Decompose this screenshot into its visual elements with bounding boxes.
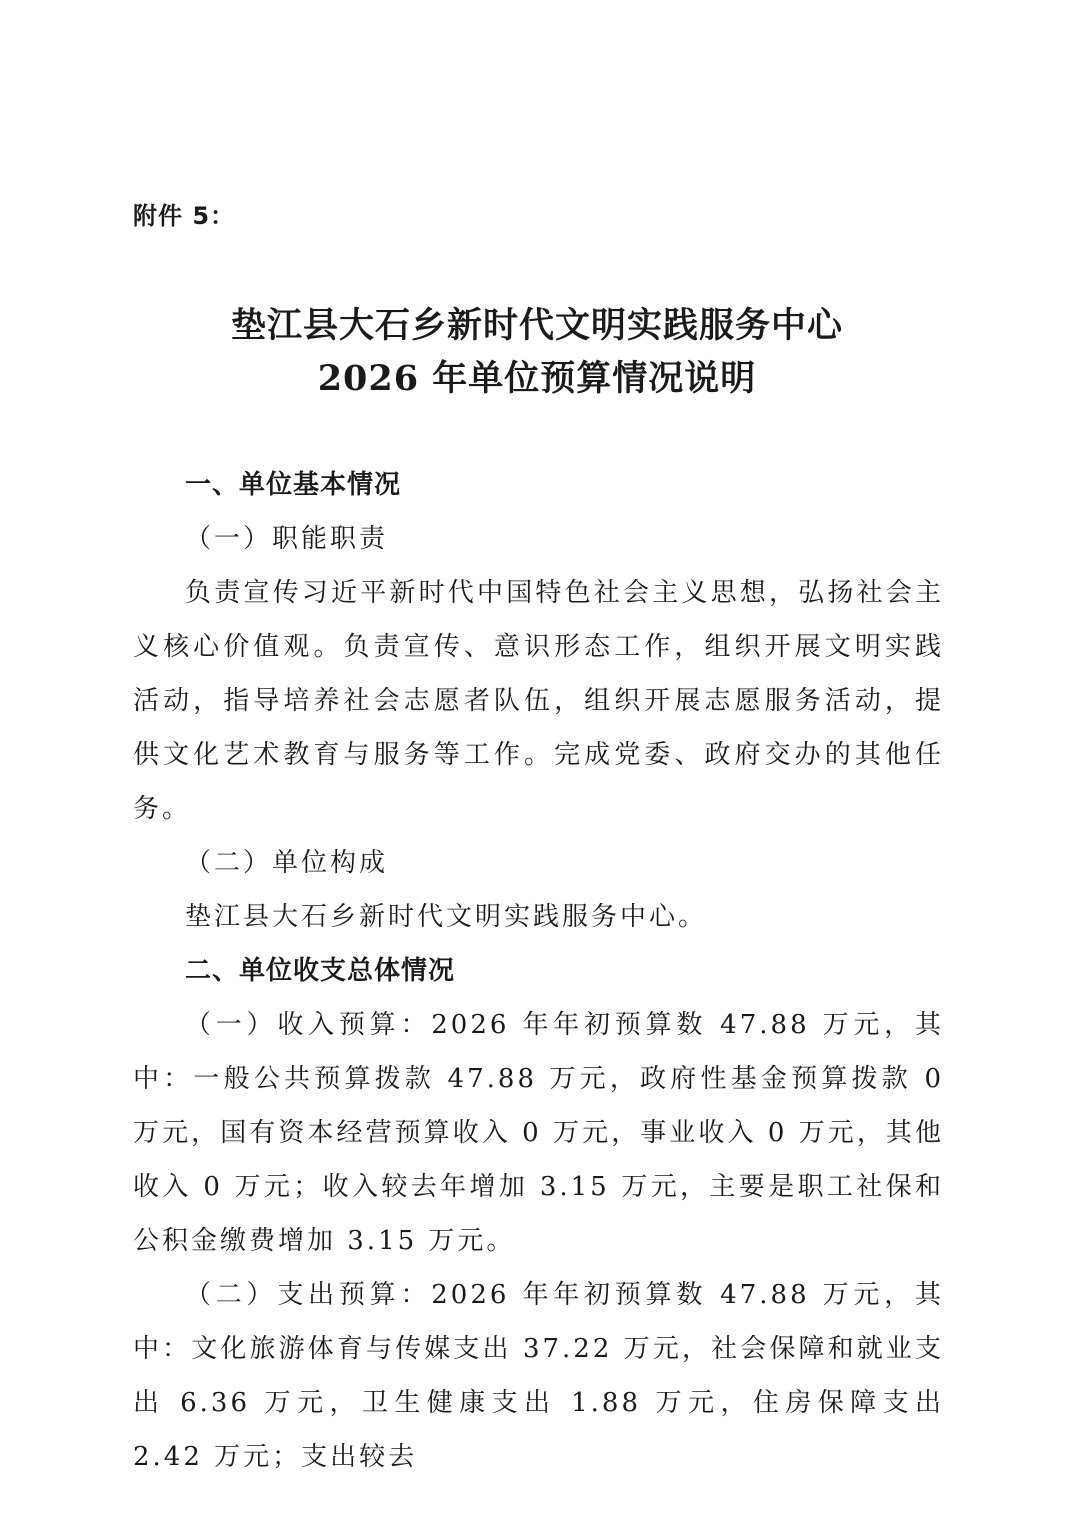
paragraph-income-budget: （一）收入预算：2026 年年初预算数 47.88 万元，其中：一般公共预算拨款 47.88 万元，政府性基金预算拨款 0 万元，国有资本经营预算收入 0 万元，事业收入 0 万元，其他收入 0 万元；收入较去年增加 3.15 万元，主要是职工社保和公积金缴费增加 3.15 万元。 <box>133 1010 944 1256</box>
document-body <box>133 458 944 1484</box>
section-heading-basic-info: 一、单位基本情况 <box>185 470 402 500</box>
subheading-composition: （二）单位构成 <box>185 848 389 878</box>
section-heading-budget-overview: 二、单位收支总体情况 <box>185 956 456 986</box>
attachment-label: 附件 5： <box>133 202 236 230</box>
paragraph-functions: 负责宣传习近平新时代中国特色社会主义思想，弘扬社会主义核心价值观。负责宣传、意识形态工作，组织开展文明实践活动，指导培养社会志愿者队伍，组织开展志愿服务活动，提供文化艺术教育与服务等工作。完成党委、政府交办的其他任务。 <box>133 578 944 824</box>
document-title-line-1: 垫江县大石乡新时代文明实践服务中心 <box>230 305 843 346</box>
document-title-line-2: 2026 年单位预算情况说明 <box>317 358 757 399</box>
paragraph-composition: 垫江县大石乡新时代文明实践服务中心。 <box>185 902 708 932</box>
subheading-functions: （一）职能职责 <box>185 524 389 554</box>
paragraph-expense-budget: （二）支出预算：2026 年年初预算数 47.88 万元，其中：文化旅游体育与传媒支出 37.22 万元，社会保障和就业支出 6.36 万元，卫生健康支出 1.88 万元，住房保障支出 2.42 万元；支出较去 <box>133 1280 944 1472</box>
